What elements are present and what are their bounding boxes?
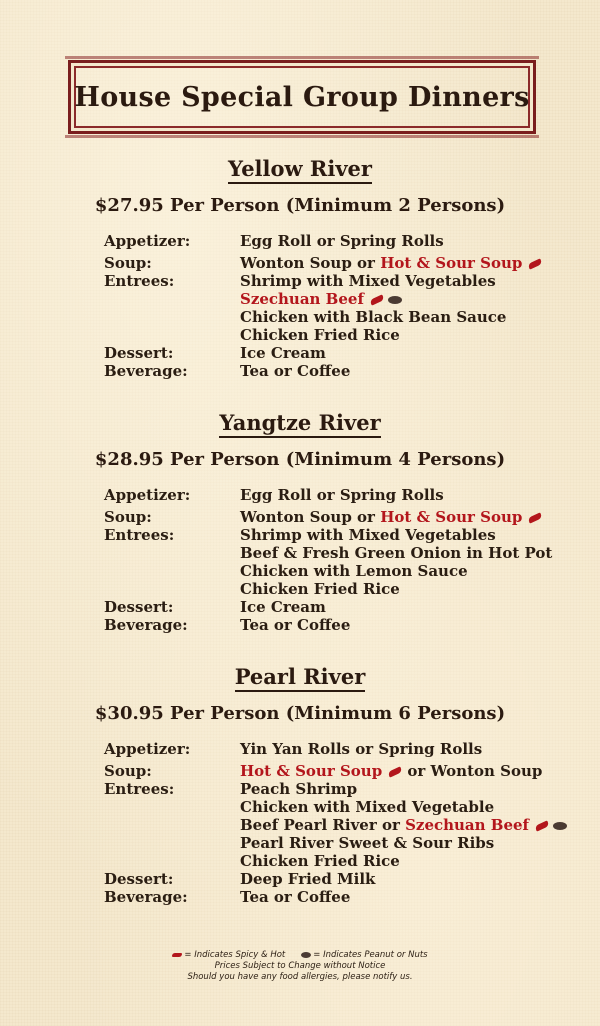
menu-row-entree bbox=[0, 290, 600, 308]
course-label: Dessert: bbox=[104, 598, 174, 616]
section-title: Pearl River bbox=[235, 664, 366, 692]
menu-row-entree bbox=[0, 308, 600, 326]
menu-rows bbox=[0, 740, 600, 906]
menu-row-soup bbox=[0, 254, 600, 272]
menu-section-yellow-river bbox=[0, 156, 600, 380]
menu-row-beverage bbox=[0, 362, 600, 380]
course-label: Entrees: bbox=[104, 526, 175, 544]
page-title: House Special Group Dinners bbox=[74, 81, 530, 113]
allergy-note: Should you have any food allergies, please notify us. bbox=[187, 972, 413, 982]
chili-pepper-icon bbox=[369, 294, 384, 305]
dish-spicy: Szechuan Beef bbox=[240, 290, 364, 308]
footer-notes bbox=[0, 950, 600, 983]
peanut-icon bbox=[553, 822, 567, 830]
peanut-icon bbox=[388, 296, 402, 304]
course-label: Entrees: bbox=[104, 780, 175, 798]
section-title: Yellow River bbox=[228, 156, 372, 184]
course-value bbox=[240, 816, 567, 834]
dish-text: Beef Pearl River or bbox=[240, 816, 406, 834]
course-value bbox=[240, 508, 542, 526]
course-value: Egg Roll or Spring Rolls bbox=[240, 232, 444, 250]
course-label: Entrees: bbox=[104, 272, 175, 290]
section-price: $30.95 Per Person (Minimum 6 Persons) bbox=[94, 703, 506, 724]
course-value bbox=[240, 762, 542, 780]
course-label: Appetizer: bbox=[104, 486, 191, 504]
menu-row-entrees bbox=[0, 526, 600, 544]
course-label: Appetizer: bbox=[104, 232, 191, 250]
course-value: Chicken Fried Rice bbox=[240, 580, 400, 598]
menu-row-beverage bbox=[0, 888, 600, 906]
menu-row-entree bbox=[0, 580, 600, 598]
menu-row-appetizer bbox=[0, 740, 600, 758]
course-value: Deep Fried Milk bbox=[240, 870, 376, 888]
course-value: Pearl River Sweet & Sour Ribs bbox=[240, 834, 495, 852]
nut-legend-text: = Indicates Peanut or Nuts bbox=[313, 950, 428, 960]
course-value: Shrimp with Mixed Vegetables bbox=[240, 272, 496, 290]
course-value bbox=[240, 254, 542, 272]
menu-row-entree bbox=[0, 544, 600, 562]
menu-row-soup bbox=[0, 508, 600, 526]
course-label: Soup: bbox=[104, 254, 152, 272]
course-value: Chicken Fried Rice bbox=[240, 852, 400, 870]
course-label: Dessert: bbox=[104, 344, 174, 362]
course-value: Ice Cream bbox=[240, 344, 326, 362]
course-label: Dessert: bbox=[104, 870, 174, 888]
course-label: Beverage: bbox=[104, 362, 188, 380]
dish-text: Wonton Soup or bbox=[240, 254, 381, 272]
menu-row-beverage bbox=[0, 616, 600, 634]
course-value: Egg Roll or Spring Rolls bbox=[240, 486, 444, 504]
course-value: Chicken with Lemon Sauce bbox=[240, 562, 468, 580]
course-value: Chicken Fried Rice bbox=[240, 326, 400, 344]
menu-row-entree bbox=[0, 852, 600, 870]
chili-pepper-icon bbox=[172, 953, 182, 957]
course-value: Beef & Fresh Green Onion in Hot Pot bbox=[240, 544, 553, 562]
menu-row-dessert bbox=[0, 870, 600, 888]
dish-spicy: Hot & Sour Soup bbox=[380, 508, 523, 526]
chili-pepper-icon bbox=[528, 512, 543, 523]
menu-row-entree bbox=[0, 816, 600, 834]
dish-spicy: Hot & Sour Soup bbox=[240, 762, 383, 780]
menu-section-pearl-river bbox=[0, 664, 600, 906]
menu-row-entree bbox=[0, 326, 600, 344]
dish-spicy: Hot & Sour Soup bbox=[380, 254, 523, 272]
section-price: $27.95 Per Person (Minimum 2 Persons) bbox=[94, 195, 506, 216]
chili-pepper-icon bbox=[388, 766, 403, 777]
menu-row-entree bbox=[0, 834, 600, 852]
chili-pepper-icon bbox=[534, 820, 549, 831]
menu-row-entrees bbox=[0, 780, 600, 798]
course-label: Soup: bbox=[104, 508, 152, 526]
spicy-legend-text: = Indicates Spicy & Hot bbox=[184, 950, 286, 960]
course-label: Beverage: bbox=[104, 888, 188, 906]
menu-row-entrees bbox=[0, 272, 600, 290]
course-value: Chicken with Black Bean Sauce bbox=[240, 308, 507, 326]
section-title: Yangtze River bbox=[219, 410, 380, 438]
course-label: Appetizer: bbox=[104, 740, 191, 758]
prices-note: Prices Subject to Change without Notice bbox=[214, 961, 386, 971]
menu-rows bbox=[0, 486, 600, 634]
course-value: Tea or Coffee bbox=[240, 888, 351, 906]
menu-row-entree bbox=[0, 798, 600, 816]
menu-rows bbox=[0, 232, 600, 380]
course-value bbox=[240, 290, 402, 308]
course-value: Shrimp with Mixed Vegetables bbox=[240, 526, 496, 544]
course-value: Tea or Coffee bbox=[240, 616, 351, 634]
dish-text: or Wonton Soup bbox=[402, 762, 543, 780]
course-label: Beverage: bbox=[104, 616, 188, 634]
peanut-icon bbox=[301, 952, 311, 958]
icon-legend bbox=[0, 950, 600, 961]
menu-row-appetizer bbox=[0, 486, 600, 504]
course-value: Tea or Coffee bbox=[240, 362, 351, 380]
menu-row-appetizer bbox=[0, 232, 600, 250]
menu-row-soup bbox=[0, 762, 600, 780]
menu-section-yangtze-river bbox=[0, 410, 600, 634]
course-value: Peach Shrimp bbox=[240, 780, 358, 798]
menu-row-entree bbox=[0, 562, 600, 580]
course-value: Yin Yan Rolls or Spring Rolls bbox=[240, 740, 483, 758]
menu-row-dessert bbox=[0, 344, 600, 362]
course-value: Ice Cream bbox=[240, 598, 326, 616]
dish-spicy: Szechuan Beef bbox=[405, 816, 529, 834]
course-value: Chicken with Mixed Vegetable bbox=[240, 798, 495, 816]
course-label: Soup: bbox=[104, 762, 152, 780]
menu-row-dessert bbox=[0, 598, 600, 616]
section-price: $28.95 Per Person (Minimum 4 Persons) bbox=[94, 449, 506, 470]
dish-text: Wonton Soup or bbox=[240, 508, 381, 526]
title-frame bbox=[68, 60, 536, 134]
chili-pepper-icon bbox=[528, 258, 543, 269]
